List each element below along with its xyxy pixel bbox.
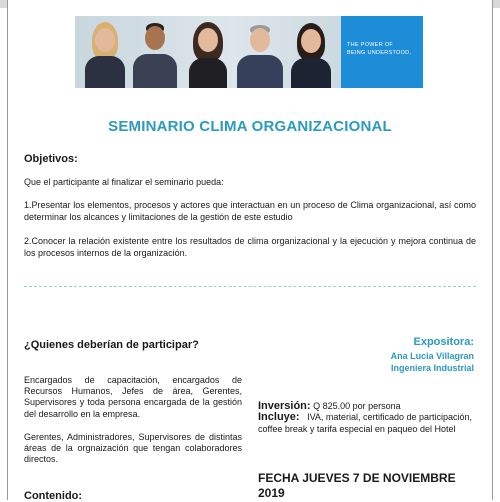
objectives-heading: Objetivos: xyxy=(24,153,78,165)
contents-heading: Contenido: xyxy=(24,490,83,502)
tagline-line-1: THE POWER OF xyxy=(347,42,394,48)
page-title: SEMINARIO CLIMA ORGANIZACIONAL xyxy=(108,118,392,135)
includes-value: IVA, material, certificado de participación, coffee break y tarifa especial en paqueo del Hotel xyxy=(258,412,473,434)
event-date: FECHA JUEVES 7 DE NOVIEMBRE 2019 xyxy=(258,471,456,500)
objective-item-2: 2.Conocer la relación existente entre los resultados de clima organizacional y la ejecución y mejora continua de los procesos internos de la organización. xyxy=(24,236,476,258)
person-photo xyxy=(185,16,231,88)
objective-item-1: 1.Presentar los elementos, procesos y actores que interactuan en un proceso de Clima organizacional, así como determinar los alcances y limitaciones de la gestión de este estudio xyxy=(24,200,476,222)
speaker-role: Ingeniera Industrial xyxy=(390,363,474,373)
speaker-heading: Expositora: xyxy=(413,336,474,348)
speaker-name: Ana Lucia Villagran xyxy=(390,351,474,361)
person-photo xyxy=(237,16,283,88)
tagline-line-2: BEING UNDERSTOOD. xyxy=(347,50,412,56)
investment-value: Q 825.00 por persona xyxy=(313,401,401,411)
includes-line xyxy=(258,412,472,435)
participants-text-1: Encargados de capacitación, encargados de Recursos Humanos, Jefes de área, Gerentes, Supervisores y toda persona encargada de la gestión del desarrollo en la empresa. xyxy=(24,375,242,419)
person-photo xyxy=(133,16,177,88)
person-photo xyxy=(83,16,127,88)
investment-label: Inversión: xyxy=(258,400,311,412)
person-photo xyxy=(289,16,333,88)
header-banner xyxy=(75,16,423,88)
objectives-intro: Que el participante al finalizar el seminario pueda: xyxy=(24,177,224,187)
participants-heading: ¿Quienes deberían de participar? xyxy=(24,339,199,351)
brand-tagline xyxy=(347,41,411,57)
includes-label: Incluye: xyxy=(258,411,300,423)
participants-text-2: Gerentes, Administradores, Supervisores de distintas áreas de la orgnaización que tengan colaboradores directos. xyxy=(24,432,242,465)
section-divider xyxy=(24,286,476,287)
